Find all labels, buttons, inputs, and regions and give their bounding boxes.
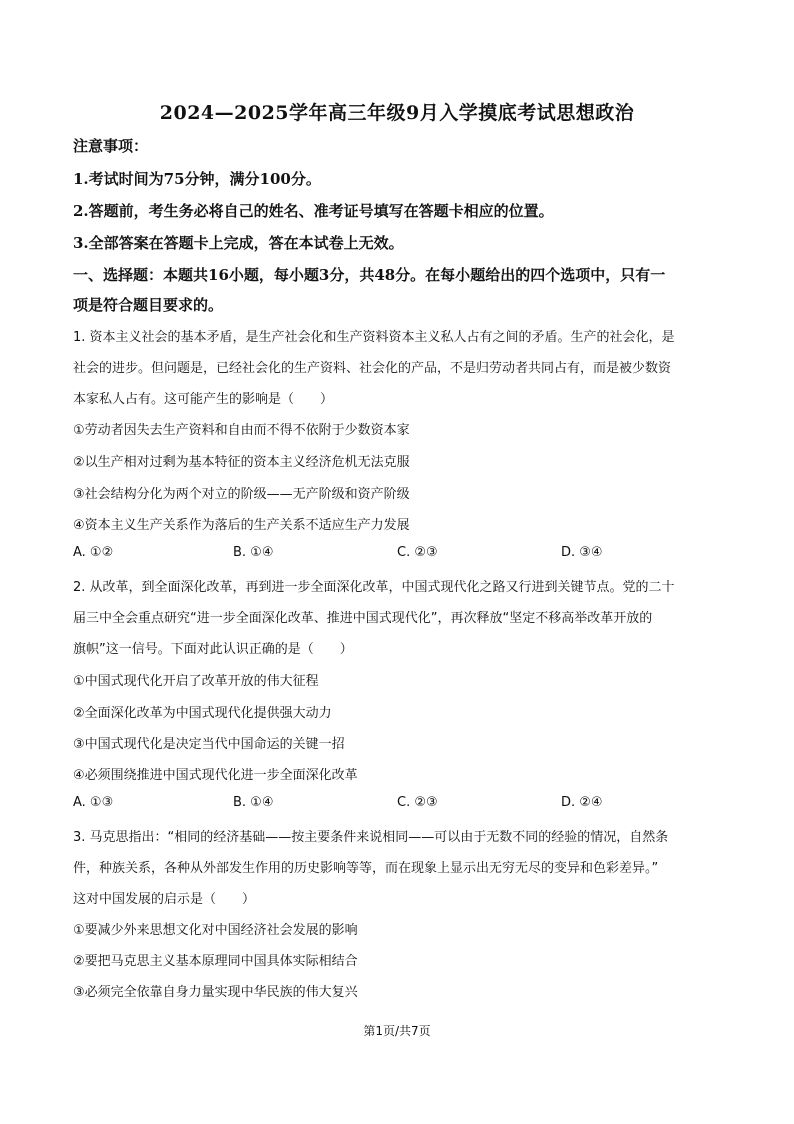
- question-3-statement: ①要减少外来思想文化对中国经济社会发展的影响: [73, 923, 358, 938]
- notice-item: 3.全部答案在答题卡上完成，答在本试卷上无效。: [73, 234, 404, 252]
- exam-title: 2024—2025学年高三年级9月入学摸底考试思想政治: [159, 102, 635, 124]
- option-a[interactable]: A. ①②: [73, 545, 114, 560]
- question-1-statement: ④资本主义生产关系作为落后的生产关系不适应生产力发展: [73, 518, 410, 533]
- question-1-stem: 社会的进步。但问题是，已经社会化的生产资料、社会化的产品，不是归劳动者共同占有，而是被少数资: [73, 361, 672, 376]
- question-2-statement: ④必须围绕推进中国式现代化进一步全面深化改革: [73, 768, 358, 783]
- question-1-stem: 本家私人占有。这可能产生的影响是（ ）: [73, 392, 334, 407]
- option-c[interactable]: C. ②③: [397, 545, 438, 560]
- option-d[interactable]: D. ②④: [561, 795, 603, 810]
- question-1-options: [73, 545, 733, 565]
- option-b[interactable]: B. ①④: [233, 795, 274, 810]
- question-1-statement: ③社会结构分化为两个对立的阶级——无产阶级和资产阶级: [73, 487, 410, 502]
- notice-item: 2.答题前，考生务必将自己的姓名、准考证号填写在答题卡相应的位置。: [73, 202, 554, 220]
- question-3-statement: ③必须完全依靠自身力量实现中华民族的伟大复兴: [73, 985, 358, 1000]
- question-3-stem: 这对中国发展的启示是（ ）: [73, 892, 256, 907]
- question-1-statement: ①劳动者因失去生产资料和自由而不得不依附于少数资本家: [73, 423, 410, 438]
- question-2-options: [73, 795, 733, 815]
- question-2-statement: ②全面深化改革为中国式现代化提供强大动力: [73, 706, 332, 721]
- question-3-stem: 3. 马克思指出：“相同的经济基础——按主要条件来说相同——可以由于无数不同的经验的情况，自然条: [73, 830, 669, 845]
- section-heading: 一、选择题：本题共16小题，每小题3分，共48分。在每小题给出的四个选项中，只有一: [73, 266, 666, 284]
- question-3-stem: 件，种族关系，各种从外部发生作用的历史影响等等，而在现象上显示出无穷无尽的变异和色彩差异。”: [73, 861, 659, 876]
- option-c[interactable]: C. ②③: [397, 795, 438, 810]
- section-heading: 项是符合题目要求的。: [73, 296, 224, 314]
- question-1-stem: 1. 资本主义社会的基本矛盾，是生产社会化和生产资料资本主义私人占有之间的矛盾。生产的社会化，是: [73, 330, 675, 345]
- question-2-stem: 旗帜”这一信号。下面对此认识正确的是（ ）: [73, 642, 353, 657]
- question-2-statement: ①中国式现代化开启了改革开放的伟大征程: [73, 674, 319, 689]
- question-3-statement: ②要把马克思主义基本原理同中国具体实际相结合: [73, 954, 358, 969]
- option-b[interactable]: B. ①④: [233, 545, 274, 560]
- page-number: 第1页/共7页: [363, 1024, 431, 1038]
- question-2-stem: 2. 从改革，到全面深化改革，再到进一步全面深化改革，中国式现代化之路又行进到关键节点。党的二十: [73, 580, 675, 595]
- option-a[interactable]: A. ①③: [73, 795, 114, 810]
- notice-heading: 注意事项：: [73, 137, 149, 155]
- question-2-statement: ③中国式现代化是决定当代中国命运的关键一招: [73, 737, 345, 752]
- question-1-statement: ②以生产相对过剩为基本特征的资本主义经济危机无法克服: [73, 455, 410, 470]
- option-d[interactable]: D. ③④: [561, 545, 603, 560]
- notice-item: 1.考试时间为75分钟，满分100分。: [73, 170, 321, 188]
- question-2-stem: 届三中全会重点研究“进一步全面深化改革、推进中国式现代化”，再次释放“坚定不移高举改革开放的: [73, 611, 653, 626]
